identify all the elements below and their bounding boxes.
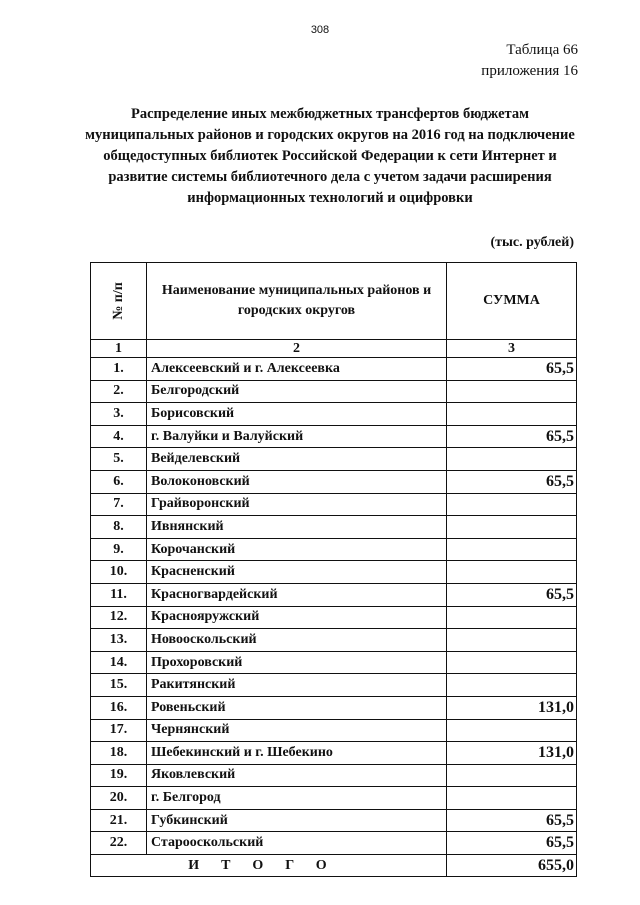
distribution-table <box>90 262 577 877</box>
row-number: 2. <box>91 380 147 403</box>
row-sum: 131,0 <box>447 742 577 765</box>
row-name: Алексеевский и г. Алексеевка <box>147 358 447 381</box>
row-name: Красненский <box>147 561 447 584</box>
page-number: 308 <box>310 24 330 36</box>
row-name: Корочанский <box>147 538 447 561</box>
row-sum <box>447 787 577 810</box>
table-row <box>91 425 577 448</box>
row-name: Ракитянский <box>147 674 447 697</box>
table-label: Таблица 66 <box>506 42 578 58</box>
row-number: 11. <box>91 583 147 606</box>
row-number: 12. <box>91 606 147 629</box>
row-number: 1. <box>91 358 147 381</box>
table-body <box>91 358 577 855</box>
table-row <box>91 651 577 674</box>
row-name: Красногвардейский <box>147 583 447 606</box>
row-name: Белгородский <box>147 380 447 403</box>
table-row <box>91 403 577 426</box>
row-number: 21. <box>91 809 147 832</box>
table-row <box>91 696 577 719</box>
row-sum <box>447 629 577 652</box>
document-title: Распределение иных межбюджетных трансфертов бюджетам муниципальных районов и городских округов на 2016 год на подключение общедоступных библиотек Российской Федерации к сети Интернет и развитие системы библиотечного дела с учетом задачи расширения информационных технологий и оцифровки <box>85 106 575 206</box>
row-name: Ровеньский <box>147 696 447 719</box>
table-reference <box>481 40 578 82</box>
row-number: 17. <box>91 719 147 742</box>
table-row <box>91 561 577 584</box>
table-row <box>91 516 577 539</box>
row-name: Старооскольский <box>147 832 447 855</box>
table-row <box>91 809 577 832</box>
row-sum: 65,5 <box>447 358 577 381</box>
table-row <box>91 674 577 697</box>
row-name: Прохоровский <box>147 651 447 674</box>
row-name: Шебекинский и г. Шебекино <box>147 742 447 765</box>
row-sum: 65,5 <box>447 425 577 448</box>
row-sum: 65,5 <box>447 809 577 832</box>
row-name: Яковлевский <box>147 764 447 787</box>
header-number: № п/п <box>91 263 147 340</box>
row-number: 13. <box>91 629 147 652</box>
row-name: Вейделевский <box>147 448 447 471</box>
row-number: 16. <box>91 696 147 719</box>
row-number: 20. <box>91 787 147 810</box>
row-sum <box>447 538 577 561</box>
column-index: 3 <box>447 340 577 358</box>
row-name: Грайворонский <box>147 493 447 516</box>
total-label: ИТОГО <box>91 855 447 877</box>
column-index-row <box>91 340 577 358</box>
row-number: 18. <box>91 742 147 765</box>
row-sum <box>447 764 577 787</box>
row-name: Чернянский <box>147 719 447 742</box>
table-row <box>91 583 577 606</box>
table-row <box>91 742 577 765</box>
row-number: 4. <box>91 425 147 448</box>
row-sum <box>447 674 577 697</box>
column-index: 2 <box>147 340 447 358</box>
row-name: г. Белгород <box>147 787 447 810</box>
row-sum <box>447 448 577 471</box>
row-sum <box>447 403 577 426</box>
total-row <box>91 855 577 877</box>
row-sum <box>447 606 577 629</box>
header-row <box>91 263 577 340</box>
row-number: 5. <box>91 448 147 471</box>
row-sum <box>447 493 577 516</box>
row-sum <box>447 516 577 539</box>
row-name: Волоконовский <box>147 470 447 493</box>
row-number: 14. <box>91 651 147 674</box>
row-sum <box>447 561 577 584</box>
row-number: 19. <box>91 764 147 787</box>
row-sum: 65,5 <box>447 583 577 606</box>
table-row <box>91 380 577 403</box>
row-sum <box>447 380 577 403</box>
row-name: г. Валуйки и Валуйский <box>147 425 447 448</box>
row-name: Краснояружский <box>147 606 447 629</box>
row-sum: 65,5 <box>447 470 577 493</box>
table-row <box>91 493 577 516</box>
table-row <box>91 606 577 629</box>
header-name: Наименование муниципальных районов и городских округов <box>147 263 447 340</box>
unit-label: (тыс. рублей) <box>490 235 574 250</box>
table-row <box>91 832 577 855</box>
table-row <box>91 358 577 381</box>
row-sum: 131,0 <box>447 696 577 719</box>
appendix-label: приложения 16 <box>481 63 578 79</box>
table-row <box>91 470 577 493</box>
row-number: 3. <box>91 403 147 426</box>
row-number: 10. <box>91 561 147 584</box>
table-row <box>91 787 577 810</box>
total-sum: 655,0 <box>447 855 577 877</box>
row-number: 22. <box>91 832 147 855</box>
row-name: Новооскольский <box>147 629 447 652</box>
table-row <box>91 538 577 561</box>
row-number: 15. <box>91 674 147 697</box>
row-number: 6. <box>91 470 147 493</box>
row-number: 7. <box>91 493 147 516</box>
table-row <box>91 764 577 787</box>
row-sum: 65,5 <box>447 832 577 855</box>
row-sum <box>447 651 577 674</box>
table-row <box>91 448 577 471</box>
row-number: 8. <box>91 516 147 539</box>
table-row <box>91 719 577 742</box>
row-name: Ивнянский <box>147 516 447 539</box>
row-sum <box>447 719 577 742</box>
table-row <box>91 629 577 652</box>
row-number: 9. <box>91 538 147 561</box>
row-name: Борисовский <box>147 403 447 426</box>
header-sum: СУММА <box>447 263 577 340</box>
row-name: Губкинский <box>147 809 447 832</box>
column-index: 1 <box>91 340 147 358</box>
